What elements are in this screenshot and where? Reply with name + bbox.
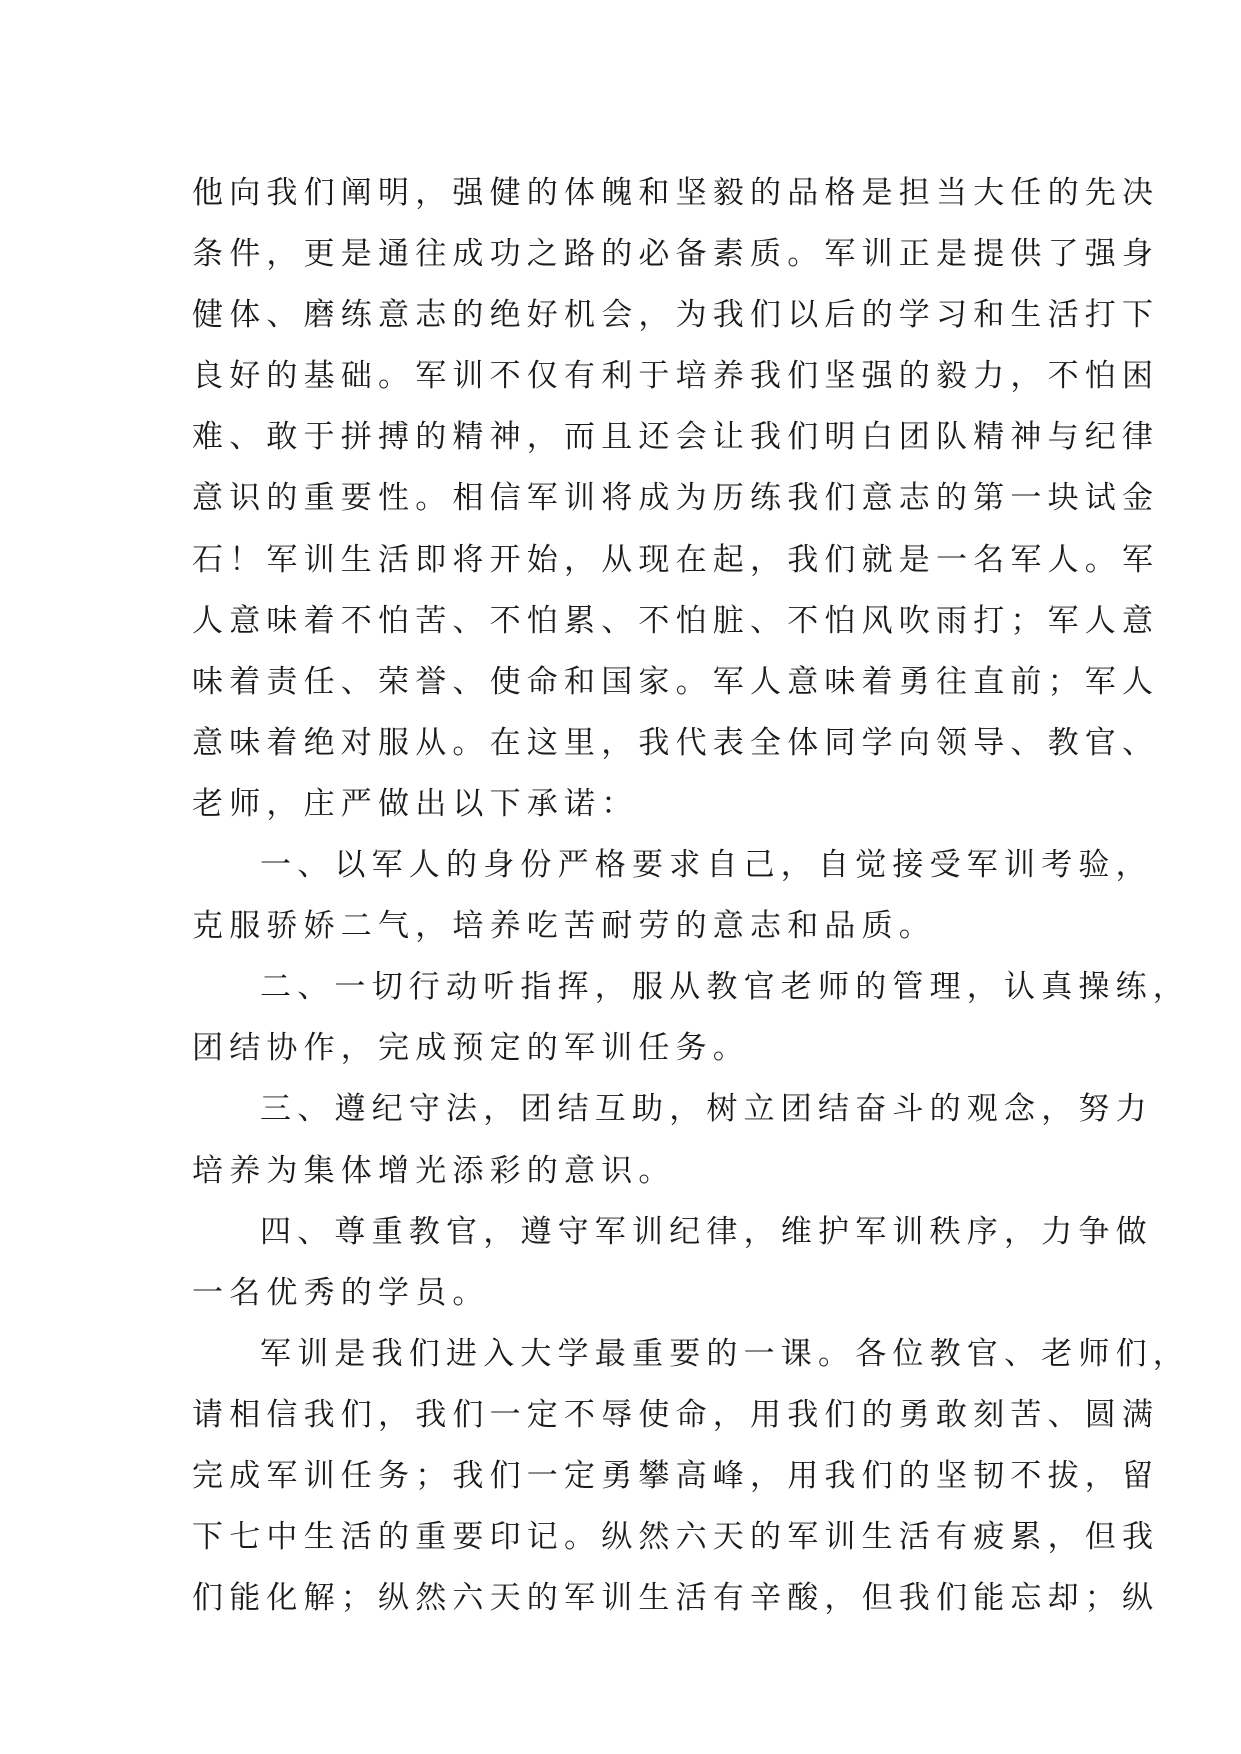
text-line: 健体、磨练意志的绝好机会，为我们以后的学习和生活打下: [192, 297, 1160, 334]
text-line: 良好的基础。军训不仅有利于培养我们坚强的毅力，不怕困: [192, 358, 1160, 395]
text-line: 石！军训生活即将开始，从现在起，我们就是一名军人。军: [192, 541, 1160, 578]
text-line: 克服骄娇二气，培养吃苦耐劳的意志和品质。: [192, 908, 936, 945]
pledge-two-line: 二、一切行动听指挥，服从教官老师的管理，认真操练，: [260, 969, 1190, 1006]
text-line: 条件，更是通往成功之路的必备素质。军训正是提供了强身: [192, 236, 1160, 273]
text-line: 意识的重要性。相信军训将成为历练我们意志的第一块试金: [192, 480, 1160, 517]
text-line: 他向我们阐明，强健的体魄和坚毅的品格是担当大任的先决: [192, 175, 1160, 211]
text-line: 老师，庄严做出以下承诺：: [192, 785, 639, 822]
document-body: [192, 163, 1190, 1629]
pledge-three-line: 三、遵纪守法，团结互助，树立团结奋斗的观念，努力: [260, 1091, 1153, 1128]
text-line: 人意味着不怕苦、不怕累、不怕脏、不怕风吹雨打；军人意: [192, 602, 1160, 639]
text-line: 难、敢于拼搏的精神，而且还会让我们明白团队精神与纪律: [192, 419, 1160, 456]
text-line: 们能化解；纵然六天的军训生活有辛酸，但我们能忘却；纵: [192, 1580, 1160, 1617]
pledge-four-line: 四、尊重教官，遵守军训纪律，维护军训秩序，力争做: [260, 1213, 1153, 1250]
text-line: 下七中生活的重要印记。纵然六天的军训生活有疲累，但我: [192, 1519, 1160, 1556]
text-line: 培养为集体增光添彩的意识。: [192, 1152, 676, 1189]
pledge-one-line: 一、以军人的身份严格要求自己，自觉接受军训考验，: [260, 847, 1153, 884]
text-line: 一名优秀的学员。: [192, 1274, 490, 1311]
text-line: 意味着绝对服从。在这里，我代表全体同学向领导、教官、: [192, 724, 1160, 761]
text-line: 味着责任、荣誉、使命和国家。军人意味着勇往直前；军人: [192, 663, 1160, 700]
text-line: 请相信我们，我们一定不辱使命，用我们的勇敢刻苦、圆满: [192, 1396, 1160, 1433]
text-line: 完成军训任务；我们一定勇攀高峰，用我们的坚韧不拔，留: [192, 1457, 1160, 1494]
text-line: 团结协作，完成预定的军训任务。: [192, 1030, 750, 1067]
closing-paragraph-line: 军训是我们进入大学最重要的一课。各位教官、老师们，: [260, 1335, 1190, 1372]
